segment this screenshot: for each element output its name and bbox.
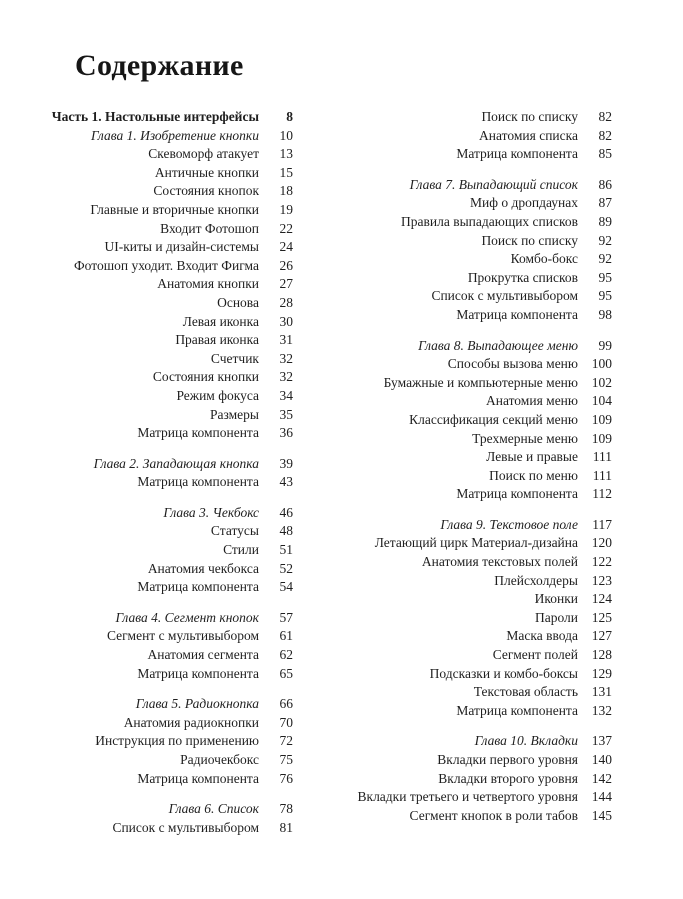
toc-entry <box>358 467 612 486</box>
toc-entry-page: 112 <box>592 486 612 502</box>
toc-entry-label: Маска ввода <box>506 628 578 644</box>
toc-entry-page: 111 <box>592 467 612 483</box>
toc-entry <box>358 337 612 356</box>
toc-entry-label: Прокрутка списков <box>467 269 578 285</box>
toc-entry-label: Анатомия сегмента <box>147 647 259 663</box>
toc-entry-page: 145 <box>591 807 612 823</box>
toc-entry <box>75 350 293 369</box>
toc-entry-page: 39 <box>279 455 293 471</box>
toc-entry <box>358 553 612 572</box>
toc-entry <box>358 572 612 591</box>
toc-group <box>75 800 293 837</box>
toc-entry-label: Скевоморф атакует <box>148 146 259 162</box>
toc-column-left <box>51 108 293 849</box>
toc-entry-label: Матрица компонента <box>137 474 259 490</box>
toc-entry-page: 65 <box>279 665 293 681</box>
toc-entry-label: Матрица компонента <box>456 702 578 718</box>
toc-entry-page: 26 <box>279 257 293 273</box>
toc-entry-page: 109 <box>591 411 612 427</box>
toc-entry-label: Поиск по списку <box>481 232 578 248</box>
toc-column-right <box>358 108 612 837</box>
toc-entry <box>75 609 293 628</box>
toc-entry-label: Правая иконка <box>175 332 259 348</box>
toc-entry <box>358 232 612 251</box>
toc-entry-label: Подсказки и комбо-боксы <box>429 665 578 681</box>
toc-entry-label: Список с мультивыбором <box>112 819 259 835</box>
toc-entry-label: Счетчик <box>210 350 259 366</box>
toc-entry-page: 137 <box>591 733 612 749</box>
toc-entry-page: 98 <box>598 306 612 322</box>
toc-entry-label: Летающий цирк Материал-дизайна <box>374 535 578 551</box>
toc-entry-page: 35 <box>279 406 293 422</box>
toc-entry-label: Глава 6. Список <box>168 801 259 817</box>
toc-entry-label: Вкладки первого уровня <box>437 752 578 767</box>
toc-entry-label: Фотошоп уходит. Входит Фигма <box>73 257 259 273</box>
toc-entry <box>358 590 612 609</box>
toc-entry <box>75 238 293 257</box>
toc-entry-page: 75 <box>279 752 293 767</box>
toc-entry <box>75 182 293 201</box>
toc-entry-page: 102 <box>591 374 612 390</box>
toc-entry-page: 82 <box>598 109 612 124</box>
toc-entry <box>75 578 293 597</box>
toc-entry-label: Вкладки второго уровня <box>438 770 578 786</box>
toc-entry-label: Левые и правые <box>486 449 578 465</box>
toc-entry <box>358 646 612 665</box>
toc-entry-label: Состояния кнопки <box>152 369 259 385</box>
toc-entry <box>75 646 293 665</box>
toc-entry-page: 31 <box>279 332 293 348</box>
toc-entry-page: 109 <box>591 430 612 446</box>
toc-group <box>358 337 612 504</box>
toc-group <box>358 516 612 721</box>
toc-entry <box>358 306 612 325</box>
toc-entry <box>75 257 293 276</box>
toc-entry-page: 32 <box>279 350 293 366</box>
toc-entry-label: Входит Фотошоп <box>160 220 259 236</box>
toc-entry <box>75 714 293 733</box>
toc-entry-page: 28 <box>279 294 293 310</box>
toc-entry-label: Матрица компонента <box>137 579 259 595</box>
toc-entry <box>75 560 293 579</box>
toc-entry-page: 54 <box>279 579 293 595</box>
toc-entry-label: Матрица компонента <box>456 486 578 502</box>
toc-entry <box>75 800 293 819</box>
toc-entry-label: Анатомия радиокнопки <box>123 714 259 730</box>
toc-entry-label: Левая иконка <box>182 313 259 329</box>
toc-entry <box>75 294 293 313</box>
toc-entry-page: 104 <box>591 393 612 409</box>
toc-entry-label: Размеры <box>210 406 259 422</box>
toc-entry-label: Глава 2. Западающая кнопка <box>93 455 259 471</box>
toc-entry <box>358 108 612 127</box>
toc-entry-label: Сегмент полей <box>492 647 578 663</box>
toc-entry <box>75 695 293 714</box>
toc-entry <box>358 627 612 646</box>
toc-entry <box>75 275 293 294</box>
toc-entry <box>358 213 612 232</box>
toc-entry-page: 111 <box>592 449 612 465</box>
toc-entry <box>75 313 293 332</box>
toc-entry <box>75 522 293 541</box>
toc-entry-label: Миф о дропдаунах <box>470 195 578 211</box>
toc-entry-page: 19 <box>279 201 293 217</box>
toc-entry-label: Глава 4. Сегмент кнопок <box>115 609 259 625</box>
toc-entry-label: Текстовая область <box>473 684 578 700</box>
toc-entry-page: 24 <box>279 239 293 255</box>
toc-entry-page: 92 <box>598 251 612 267</box>
toc-entry-label: Глава 7. Выпадающий список <box>409 176 578 192</box>
toc-entry-page: 124 <box>591 591 612 607</box>
toc-entry <box>75 770 293 789</box>
toc-entry <box>358 194 612 213</box>
toc-entry-page: 57 <box>279 609 293 625</box>
toc-entry <box>75 127 293 146</box>
toc-group <box>358 176 612 325</box>
toc-entry <box>358 392 612 411</box>
toc-entry-page: 66 <box>279 696 293 712</box>
toc-group <box>75 609 293 683</box>
toc-group <box>51 108 293 443</box>
toc-entry-page: 27 <box>279 276 293 292</box>
toc-entry-page: 32 <box>279 369 293 385</box>
toc-entry <box>75 387 293 406</box>
toc-entry-page: 100 <box>591 356 612 372</box>
toc-entry-page: 142 <box>591 770 612 786</box>
toc-entry <box>75 368 293 387</box>
toc-entry-label: Стили <box>223 542 259 558</box>
toc-entry-page: 132 <box>591 702 612 718</box>
toc-entry-label: Поиск по меню <box>489 467 578 483</box>
toc-entry-page: 36 <box>279 425 293 441</box>
toc-group <box>358 732 612 825</box>
toc-entry-page: 70 <box>279 714 293 730</box>
toc-entry-page: 18 <box>279 183 293 199</box>
toc-entry <box>358 269 612 288</box>
toc-entry-page: 89 <box>598 213 612 229</box>
toc-entry <box>75 455 293 474</box>
toc-entry <box>358 355 612 374</box>
toc-entry <box>75 751 293 770</box>
toc-entry-page: 140 <box>591 752 612 767</box>
toc-entry-label: Иконки <box>534 591 578 607</box>
toc-entry-label: Способы вызова меню <box>447 356 578 372</box>
toc-entry <box>358 665 612 684</box>
toc-entry-page: 81 <box>279 819 293 835</box>
toc-entry-label: Глава 5. Радиокнопка <box>135 696 259 712</box>
toc-group <box>75 504 293 597</box>
toc-entry-label: Плейсхолдеры <box>494 572 578 588</box>
toc-entry <box>358 732 612 751</box>
toc-entry-page: 125 <box>591 609 612 625</box>
toc-entry-label: Основа <box>217 294 259 310</box>
toc-entry-label: Сегмент с мультивыбором <box>107 628 259 644</box>
toc-entry <box>358 516 612 535</box>
toc-entry <box>51 108 293 127</box>
toc-entry <box>75 145 293 164</box>
toc-entry-label: Режим фокуса <box>176 387 259 403</box>
toc-entry <box>358 374 612 393</box>
toc-entry-label: Сегмент кнопок в роли табов <box>409 807 578 823</box>
toc-entry <box>75 473 293 492</box>
toc-entry-page: 62 <box>279 647 293 663</box>
toc-entry-page: 99 <box>598 337 612 353</box>
toc-entry-label: Состояния кнопок <box>153 183 259 199</box>
toc-entry-label: Статусы <box>210 523 259 539</box>
toc-entry-page: 128 <box>591 647 612 663</box>
toc-entry-label: Часть 1. Настольные интерфейсы <box>51 109 259 124</box>
toc-entry-label: Матрица компонента <box>456 306 578 322</box>
toc-group <box>358 108 612 164</box>
toc-entry <box>358 807 612 826</box>
toc-group <box>75 695 293 788</box>
toc-entry-label: Матрица компонента <box>137 770 259 786</box>
toc-entry <box>358 702 612 721</box>
toc-entry-label: Матрица компонента <box>137 665 259 681</box>
toc-entry-page: 78 <box>279 801 293 817</box>
toc-entry <box>358 534 612 553</box>
toc-entry <box>358 250 612 269</box>
toc-entry-page: 46 <box>279 504 293 520</box>
toc-entry-page: 127 <box>591 628 612 644</box>
toc-entry <box>75 220 293 239</box>
toc-entry-page: 82 <box>598 127 612 143</box>
toc-entry <box>75 504 293 523</box>
toc-entry-page: 85 <box>598 146 612 162</box>
toc-entry <box>358 448 612 467</box>
toc-entry <box>75 627 293 646</box>
toc-entry-page: 34 <box>279 387 293 403</box>
toc-entry <box>358 683 612 702</box>
toc-entry <box>358 430 612 449</box>
toc-entry <box>358 127 612 146</box>
toc-entry-label: Классификация секций меню <box>409 411 578 427</box>
toc-entry <box>75 541 293 560</box>
toc-entry-label: Глава 9. Текстовое поле <box>440 516 578 532</box>
toc-entry-page: 8 <box>286 109 293 124</box>
toc-entry-label: Комбо-бокс <box>510 251 578 267</box>
toc-entry-page: 144 <box>591 789 612 805</box>
toc-entry <box>75 732 293 751</box>
toc-entry-label: Пароли <box>534 609 578 625</box>
toc-entry <box>75 201 293 220</box>
toc-entry-page: 76 <box>279 770 293 786</box>
toc-entry-label: Глава 10. Вкладки <box>474 733 578 749</box>
toc-entry-label: Главные и вторичные кнопки <box>90 201 259 217</box>
toc-columns <box>51 108 612 849</box>
toc-entry <box>75 665 293 684</box>
toc-entry <box>75 424 293 443</box>
toc-entry-page: 131 <box>591 684 612 700</box>
toc-entry-label: Правила выпадающих списков <box>401 213 578 229</box>
toc-entry-page: 95 <box>598 269 612 285</box>
toc-entry <box>358 287 612 306</box>
toc-entry-label: Инструкция по применению <box>95 733 259 749</box>
toc-entry <box>358 145 612 164</box>
toc-entry-page: 86 <box>598 176 612 192</box>
toc-entry-page: 120 <box>591 535 612 551</box>
toc-entry-page: 43 <box>279 474 293 490</box>
toc-entry-page: 129 <box>591 665 612 681</box>
toc-entry-label: Анатомия списка <box>479 127 578 143</box>
toc-entry-page: 15 <box>279 164 293 180</box>
toc-entry-label: Анатомия кнопки <box>157 276 259 292</box>
toc-entry-page: 92 <box>598 232 612 248</box>
toc-entry-page: 48 <box>279 523 293 539</box>
toc-entry-page: 72 <box>279 733 293 749</box>
toc-entry <box>358 411 612 430</box>
toc-entry <box>75 164 293 183</box>
toc-entry-label: UI-киты и дизайн-системы <box>104 239 259 255</box>
toc-entry-page: 122 <box>591 554 612 570</box>
toc-entry-label: Глава 1. Изобретение кнопки <box>90 127 259 143</box>
toc-entry <box>358 176 612 195</box>
toc-entry-page: 87 <box>598 195 612 211</box>
toc-entry-page: 117 <box>592 516 612 532</box>
toc-entry-label: Глава 3. Чекбокс <box>163 504 259 520</box>
toc-entry <box>75 406 293 425</box>
toc-entry-label: Глава 8. Выпадающее меню <box>418 337 578 353</box>
toc-entry-label: Поиск по списку <box>481 109 578 124</box>
toc-entry <box>358 485 612 504</box>
toc-entry-page: 51 <box>279 542 293 558</box>
toc-group <box>75 455 293 492</box>
toc-entry-label: Матрица компонента <box>456 146 578 162</box>
toc-entry-page: 95 <box>598 288 612 304</box>
toc-entry-page: 52 <box>279 560 293 576</box>
toc-entry <box>75 331 293 350</box>
toc-entry-page: 10 <box>279 127 293 143</box>
toc-entry-label: Радиочекбокс <box>180 752 259 767</box>
toc-entry-label: Матрица компонента <box>137 425 259 441</box>
toc-entry-label: Вкладки третьего и четвертого уровня <box>357 789 578 805</box>
toc-entry <box>358 788 612 807</box>
toc-entry <box>358 609 612 628</box>
toc-entry-page: 123 <box>591 572 612 588</box>
toc-entry-label: Список с мультивыбором <box>431 288 578 304</box>
toc-entry-page: 13 <box>279 146 293 162</box>
toc-entry <box>358 751 612 770</box>
toc-entry-page: 22 <box>279 220 293 236</box>
page-title: Содержание <box>75 49 244 82</box>
toc-entry-label: Античные кнопки <box>154 164 259 180</box>
toc-entry-label: Анатомия текстовых полей <box>421 554 578 570</box>
toc-entry-label: Анатомия меню <box>485 393 578 409</box>
toc-entry <box>75 819 293 838</box>
toc-entry-label: Бумажные и компьютерные меню <box>383 374 578 390</box>
toc-entry-label: Анатомия чекбокса <box>147 560 259 576</box>
toc-entry-label: Трехмерные меню <box>472 430 578 446</box>
toc-entry-page: 30 <box>279 313 293 329</box>
toc-entry-page: 61 <box>279 628 293 644</box>
toc-entry <box>358 770 612 789</box>
